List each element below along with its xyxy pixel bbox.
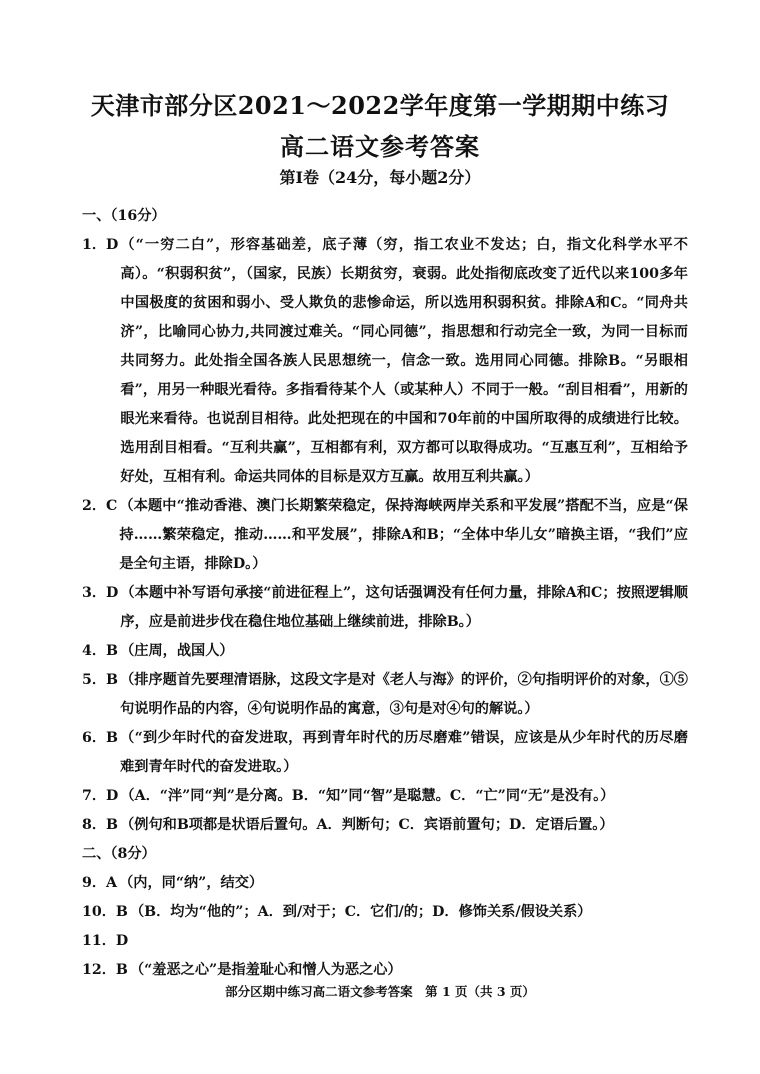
answer-number: 5．B — [82, 672, 119, 688]
answer-item — [82, 811, 688, 840]
section-two-heading: 二、（8分） — [82, 846, 156, 862]
answer-item — [82, 869, 688, 898]
answer-number: 2．C — [82, 498, 118, 514]
answer-number: 11．D — [82, 933, 129, 949]
answer-item — [82, 927, 688, 956]
answer-item — [82, 579, 688, 637]
answer-text: （排序题首先要理清语脉，这段文字是对《老人与海》的评价，②句指明评价的对象，①⑤句说明作品的内容，④句说明作品的寓意，③句是对④句的解说。） — [120, 672, 688, 717]
answer-text: （“羞恶之心”是指羞耻心和憎人为恶之心） — [129, 962, 402, 978]
page-footer: 部分区期中练习高二语文参考答案 第 1 页（共 3 页） — [225, 984, 535, 999]
answer-number: 6．B — [82, 730, 119, 746]
answer-text: （本题中补写语句承接“前进征程上”，这句话强调没有任何力量，排除A和C；按照逻辑顺序，应是前进步伐在稳住地位基础上继续前进，排除B。） — [120, 585, 688, 630]
document-subtitle: 高二语文参考答案 — [280, 132, 480, 161]
section-heading: 第Ⅰ卷（24分，每小题2分） — [279, 168, 481, 187]
section-one-heading: 一、（16分） — [82, 208, 166, 224]
answer-item — [82, 724, 688, 782]
answer-item — [82, 956, 688, 985]
answer-text: （内，同“纳”，结交） — [119, 875, 264, 891]
answer-number: 4．B — [82, 643, 119, 659]
answer-number: 3．D — [82, 585, 119, 601]
answer-number: 8．B — [82, 817, 119, 833]
answer-item — [82, 782, 688, 811]
answer-item — [82, 666, 688, 724]
answer-item — [82, 637, 688, 666]
answer-item — [82, 231, 688, 492]
answer-text: （本题中“推动香港、澳门长期繁荣稳定，保持海峡两岸关系和平发展”搭配不当，应是“保持……繁荣稳定，推动……和平发展”，排除A和B；“全体中华儿女”暗换主语，“我们”应是全句主语，排除D。） — [119, 498, 688, 572]
answer-number: 10．B — [82, 904, 128, 920]
answer-text: （例句和B项都是状语后置句。A．判断句；C．宾语前置句；D．定语后置。） — [120, 817, 614, 833]
answer-item — [82, 898, 688, 927]
answer-text: （A．“泮”同“判”是分离。B．“知”同“智”是聪慧。C．“亡”同“无”是没有。） — [120, 788, 615, 804]
answer-number: 7．D — [82, 788, 119, 804]
answer-number: 9．A — [82, 875, 118, 891]
answer-text — [130, 927, 688, 956]
answer-text: （B．均为“他的”；A．到/对于；C．它们/的；D．修饰关系/假设关系） — [129, 904, 592, 920]
answer-item — [82, 492, 688, 579]
answer-body — [82, 202, 688, 985]
answer-text: （“到少年时代的奋发进取，再到青年时代的历尽磨难”错误，应该是从少年时代的历尽磨难到青年时代的奋发进取。） — [120, 730, 688, 775]
answer-text: （庄周，战国人） — [120, 643, 234, 659]
answer-number: 1．D — [82, 237, 119, 253]
answer-number: 12．B — [82, 962, 128, 978]
answer-text: （“一穷二白”，形容基础差，底子薄（穷，指工农业不发达；白，指文化科学水平不高）。“积弱积贫”，（国家，民族）长期贫穷，衰弱。此处指彻底改变了近代以来100多年中国极度的贫困和弱小、受人欺负的悲惨命运，所以选用积弱积贫。排除A和C。“同舟共济”，比喻同心协力,共同渡过难关。“同心同德”，指思想和行动完全一致，为同一目标而共同努力。此处指全国各族人民思想统一，信念一致。选用同心同德。排除B。“另眼相看”，用另一种眼光看待。多指看待某个人（或某种人）不同于一般。“刮目相看”，用新的眼光来看待。也说刮目相待。此处把现在的中国和70年前的中国所取得的成绩进行比较。选用刮目相看。“互利共赢”，互相都有利，双方都可以取得成功。“互惠互利”，互相给予好处，互相有利。命运共同体的目标是双方互赢。故用互利共赢。） — [120, 237, 688, 485]
document-title: 天津市部分区2021～2022学年度第一学期期中练习 — [90, 91, 670, 120]
